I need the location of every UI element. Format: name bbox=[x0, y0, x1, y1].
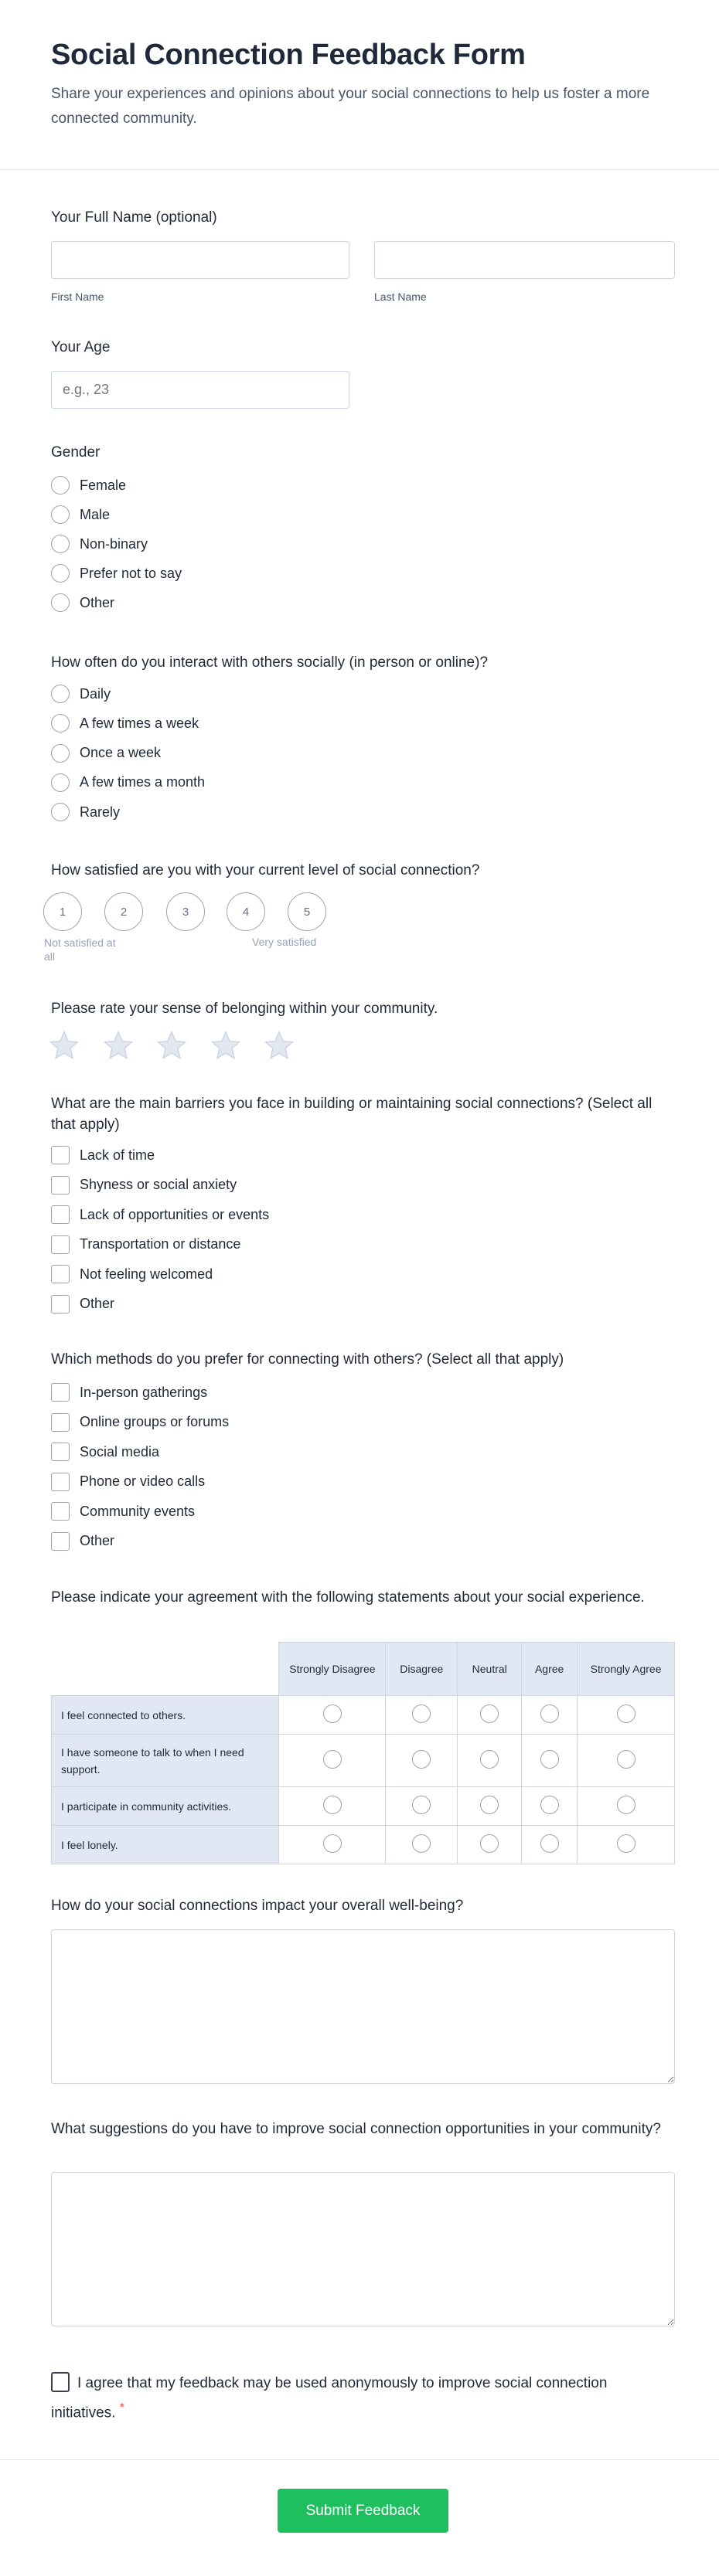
option-label: Community events bbox=[80, 1503, 196, 1519]
matrix-radio[interactable] bbox=[480, 1796, 499, 1814]
option-label: Lack of opportunities or events bbox=[80, 1206, 270, 1222]
full-name-label: Your Full Name (optional) bbox=[51, 209, 217, 226]
option-label: Other bbox=[80, 1533, 115, 1548]
option-label: Male bbox=[80, 506, 111, 522]
scale-option-2[interactable]: 2 bbox=[104, 892, 143, 931]
checkbox[interactable] bbox=[51, 1383, 70, 1402]
belonging-label: Please rate your sense of belonging within your community. bbox=[51, 1001, 438, 1017]
wellbeing-label: How do your social connections impact your overall well-being? bbox=[51, 1898, 464, 1914]
matrix-cell bbox=[458, 1735, 522, 1787]
scale-option-1[interactable]: 1 bbox=[43, 892, 82, 931]
barriers-label: What are the main barriers you face in building or maintaining social connections? (Select all that apply) bbox=[51, 1096, 653, 1133]
methods-option[interactable] bbox=[51, 1441, 159, 1463]
methods-option[interactable] bbox=[51, 1381, 207, 1403]
header-divider bbox=[0, 169, 719, 170]
matrix-cell bbox=[279, 1826, 386, 1864]
last-name-sublabel: Last Name bbox=[374, 291, 427, 303]
checkbox[interactable] bbox=[51, 1443, 70, 1461]
matrix-cell bbox=[522, 1826, 578, 1864]
matrix-label: Please indicate your agreement with the following statements about your social experience. bbox=[51, 1589, 645, 1606]
checkbox[interactable] bbox=[51, 1205, 70, 1224]
barriers-option[interactable] bbox=[51, 1234, 240, 1256]
matrix-row bbox=[52, 1696, 675, 1735]
option-label: Phone or video calls bbox=[80, 1473, 206, 1489]
barriers-option[interactable] bbox=[51, 1144, 155, 1166]
matrix-cell bbox=[386, 1735, 458, 1787]
gender-option[interactable] bbox=[51, 562, 182, 584]
matrix-radio[interactable] bbox=[540, 1750, 559, 1769]
consent-checkbox[interactable] bbox=[51, 2372, 70, 2392]
option-label: Female bbox=[80, 477, 127, 493]
matrix-radio[interactable] bbox=[412, 1796, 431, 1814]
checkbox[interactable] bbox=[51, 1532, 70, 1551]
radio-button[interactable] bbox=[51, 593, 70, 612]
scale-min-label: Not satisfied at all bbox=[44, 936, 116, 963]
option-label: Not feeling welcomed bbox=[80, 1266, 213, 1282]
frequency-label: How often do you interact with others socially (in person or online)? bbox=[51, 654, 489, 671]
matrix-cell bbox=[279, 1696, 386, 1735]
matrix-radio[interactable] bbox=[323, 1704, 342, 1723]
matrix-radio[interactable] bbox=[480, 1834, 499, 1853]
matrix-radio[interactable] bbox=[412, 1750, 431, 1769]
matrix-radio[interactable] bbox=[323, 1750, 342, 1769]
first-name-sublabel: First Name bbox=[51, 291, 104, 303]
option-label: Shyness or social anxiety bbox=[80, 1177, 237, 1192]
frequency-option[interactable] bbox=[51, 743, 161, 764]
option-label: Lack of time bbox=[80, 1147, 155, 1163]
matrix-radio[interactable] bbox=[480, 1750, 499, 1769]
option-label: Rarely bbox=[80, 804, 121, 820]
option-label: Transportation or distance bbox=[80, 1236, 241, 1252]
matrix-cell bbox=[458, 1787, 522, 1826]
matrix-row-label: I feel connected to others. bbox=[52, 1696, 279, 1735]
matrix-radio[interactable] bbox=[323, 1834, 342, 1853]
methods-option[interactable] bbox=[51, 1500, 195, 1522]
methods-option[interactable] bbox=[51, 1471, 205, 1493]
option-label: Other bbox=[80, 1296, 115, 1311]
matrix-radio[interactable] bbox=[540, 1834, 559, 1853]
methods-option[interactable] bbox=[51, 1412, 229, 1433]
matrix-row-label: I participate in community activities. bbox=[52, 1787, 279, 1826]
matrix-cell bbox=[578, 1787, 675, 1826]
matrix-cell bbox=[279, 1787, 386, 1826]
barriers-option[interactable] bbox=[51, 1174, 237, 1196]
matrix-cell bbox=[458, 1696, 522, 1735]
satisfaction-label: How satisfied are you with your current level of social connection? bbox=[51, 862, 480, 878]
matrix-radio[interactable] bbox=[617, 1796, 636, 1814]
age-label: Your Age bbox=[51, 339, 111, 355]
matrix-column-header: Disagree bbox=[386, 1643, 458, 1696]
checkbox[interactable] bbox=[51, 1502, 70, 1521]
gender-option[interactable] bbox=[51, 474, 126, 496]
first-name-input[interactable] bbox=[51, 241, 349, 279]
star-icon[interactable] bbox=[210, 1029, 242, 1062]
matrix-row-label: I feel lonely. bbox=[52, 1826, 279, 1864]
radio-button[interactable] bbox=[51, 773, 70, 792]
matrix-cell bbox=[522, 1735, 578, 1787]
frequency-option[interactable] bbox=[51, 712, 199, 734]
checkbox[interactable] bbox=[51, 1235, 70, 1254]
checkbox[interactable] bbox=[51, 1176, 70, 1195]
barriers-option[interactable] bbox=[51, 1263, 213, 1285]
agreement-matrix bbox=[51, 1642, 675, 1864]
matrix-radio[interactable] bbox=[617, 1704, 636, 1723]
required-mark: * bbox=[119, 2401, 124, 2415]
star-icon[interactable] bbox=[155, 1029, 188, 1062]
matrix-cell bbox=[458, 1826, 522, 1864]
radio-button[interactable] bbox=[51, 714, 70, 732]
matrix-radio[interactable] bbox=[323, 1796, 342, 1814]
matrix-cell bbox=[578, 1735, 675, 1787]
star-icon[interactable] bbox=[102, 1029, 135, 1062]
matrix-cell bbox=[522, 1696, 578, 1735]
consent-label: I agree that my feedback may be used anonymously to improve social connection initiatives. bbox=[51, 2375, 608, 2421]
matrix-radio[interactable] bbox=[617, 1834, 636, 1853]
page-title: Social Connection Feedback Form bbox=[51, 39, 526, 71]
submit-button[interactable]: Submit Feedback bbox=[278, 2489, 448, 2533]
matrix-row bbox=[52, 1826, 675, 1864]
checkbox[interactable] bbox=[51, 1413, 70, 1432]
radio-button[interactable] bbox=[51, 744, 70, 763]
matrix-cell bbox=[522, 1787, 578, 1826]
option-label: Daily bbox=[80, 685, 111, 702]
matrix-column-header: Strongly Disagree bbox=[279, 1643, 386, 1696]
wellbeing-textarea[interactable] bbox=[51, 1929, 675, 2084]
matrix-radio[interactable] bbox=[480, 1704, 499, 1723]
matrix-cell bbox=[386, 1826, 458, 1864]
matrix-cell bbox=[578, 1696, 675, 1735]
matrix-radio[interactable] bbox=[540, 1796, 559, 1814]
option-label: A few times a month bbox=[80, 774, 206, 790]
scale-option-5[interactable]: 5 bbox=[288, 892, 326, 931]
star-icon[interactable] bbox=[263, 1029, 295, 1062]
checkbox[interactable] bbox=[51, 1295, 70, 1313]
consent-row bbox=[51, 2371, 639, 2425]
matrix-radio[interactable] bbox=[412, 1704, 431, 1723]
option-label: Social media bbox=[80, 1443, 160, 1460]
matrix-cell bbox=[279, 1735, 386, 1787]
frequency-option[interactable] bbox=[51, 772, 205, 794]
matrix-row bbox=[52, 1735, 675, 1787]
matrix-row bbox=[52, 1787, 675, 1826]
matrix-radio[interactable] bbox=[617, 1750, 636, 1769]
scale-option-4[interactable]: 4 bbox=[227, 892, 265, 931]
checkbox[interactable] bbox=[51, 1146, 70, 1164]
option-label: Non-binary bbox=[80, 535, 148, 552]
matrix-column-header: Strongly Agree bbox=[578, 1643, 675, 1696]
frequency-option[interactable] bbox=[51, 683, 111, 705]
gender-option[interactable] bbox=[51, 592, 114, 613]
scale-max-label: Very satisfied bbox=[252, 936, 317, 948]
star-icon[interactable] bbox=[48, 1029, 80, 1062]
matrix-corner bbox=[52, 1643, 279, 1696]
matrix-column-header: Neutral bbox=[458, 1643, 522, 1696]
age-input[interactable] bbox=[51, 371, 349, 409]
matrix-cell bbox=[386, 1696, 458, 1735]
option-label: Prefer not to say bbox=[80, 565, 182, 581]
gender-option[interactable] bbox=[51, 533, 148, 555]
radio-button[interactable] bbox=[51, 476, 70, 494]
option-label: Other bbox=[80, 594, 115, 610]
option-label: A few times a week bbox=[80, 715, 199, 731]
matrix-cell bbox=[578, 1826, 675, 1864]
footer-divider bbox=[0, 2459, 719, 2460]
matrix-radio[interactable] bbox=[412, 1834, 431, 1853]
option-label: Once a week bbox=[80, 745, 162, 761]
barriers-option[interactable] bbox=[51, 1293, 114, 1315]
frequency-option[interactable] bbox=[51, 801, 120, 823]
matrix-cell bbox=[386, 1787, 458, 1826]
page-subtitle: Share your experiences and opinions about your social connections to help us foster a more connected community. bbox=[51, 86, 650, 127]
gender-label: Gender bbox=[51, 444, 101, 460]
methods-option[interactable] bbox=[51, 1531, 114, 1552]
option-label: Online groups or forums bbox=[80, 1414, 230, 1429]
matrix-radio[interactable] bbox=[540, 1704, 559, 1723]
last-name-input[interactable] bbox=[374, 241, 675, 279]
radio-button[interactable] bbox=[51, 564, 70, 583]
matrix-row-label: I have someone to talk to when I need support. bbox=[52, 1735, 279, 1787]
suggestions-textarea[interactable] bbox=[51, 2172, 675, 2326]
radio-button[interactable] bbox=[51, 505, 70, 524]
radio-button[interactable] bbox=[51, 535, 70, 553]
checkbox[interactable] bbox=[51, 1265, 70, 1283]
matrix-column-header: Agree bbox=[522, 1643, 578, 1696]
suggestions-label: What suggestions do you have to improve social connection opportunities in your community? bbox=[51, 2121, 661, 2137]
gender-option[interactable] bbox=[51, 504, 110, 525]
checkbox[interactable] bbox=[51, 1473, 70, 1491]
radio-button[interactable] bbox=[51, 685, 70, 703]
methods-label: Which methods do you prefer for connecting with others? (Select all that apply) bbox=[51, 1351, 564, 1368]
scale-option-3[interactable]: 3 bbox=[166, 892, 205, 931]
option-label: In-person gatherings bbox=[80, 1384, 208, 1400]
barriers-option[interactable] bbox=[51, 1204, 269, 1225]
radio-button[interactable] bbox=[51, 803, 70, 821]
